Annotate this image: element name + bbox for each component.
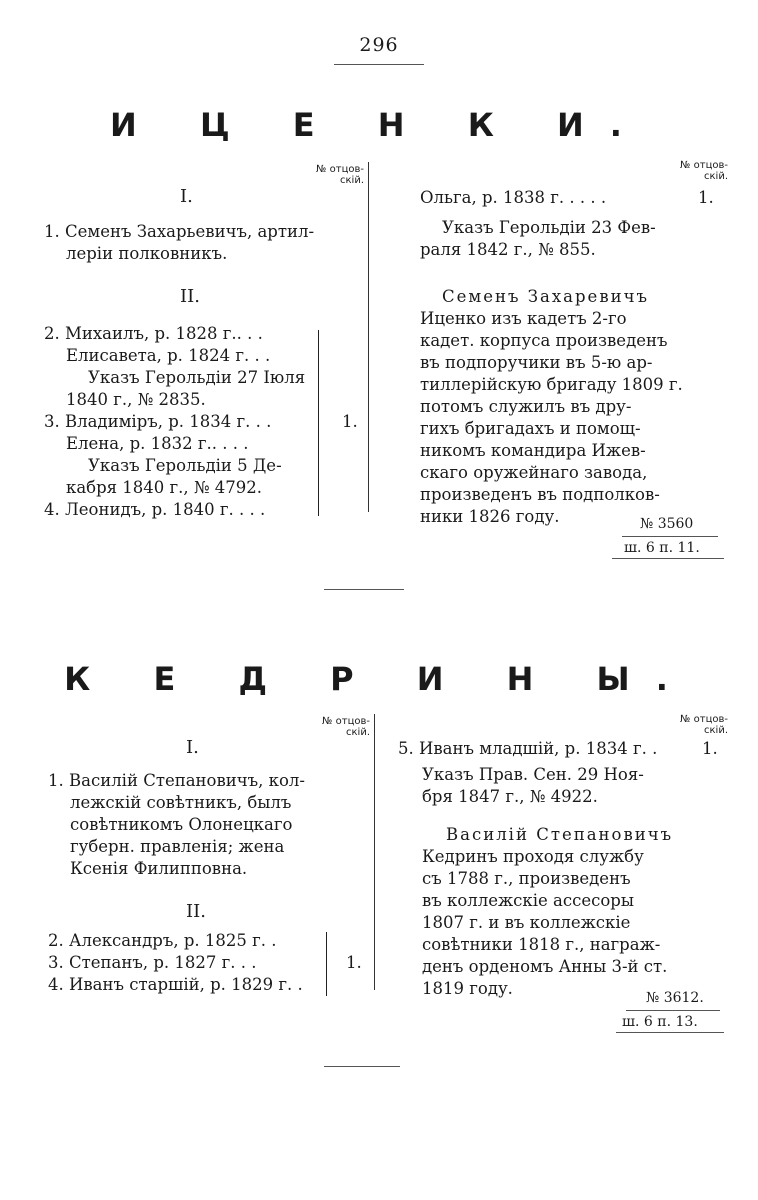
decree-text: Указъ Прав. Сен. 29 Ноя- xyxy=(422,765,644,784)
biography-text: совѣтники 1818 г., награж- xyxy=(422,935,661,954)
father-no-header: № отцов- скій. xyxy=(316,164,364,186)
biography-text: съ 1788 г., произведенъ xyxy=(422,869,631,888)
biography-text: тиллерійскую бригаду 1809 г. xyxy=(420,375,683,394)
column-rule xyxy=(374,714,375,990)
entry-text: 4. Леонидъ, р. 1840 г. . . . xyxy=(44,500,266,519)
entry-text: 3. Владиміръ, р. 1834 г. . . xyxy=(44,412,272,431)
section-divider xyxy=(324,1066,400,1067)
biography-text: потомъ служилъ въ дру- xyxy=(420,397,632,416)
generation-heading: I. xyxy=(180,186,193,207)
family-title-icenki: И Ц Е Н К И. xyxy=(110,106,648,144)
biography-text: гихъ бригадахъ и помощ- xyxy=(420,419,641,438)
father-number: 1. xyxy=(342,412,358,431)
decree-text: раля 1842 г., № 855. xyxy=(420,240,596,259)
decree-text: 1840 г., № 2835. xyxy=(66,390,206,409)
decree-text: Указъ Герольдіи 5 Де- xyxy=(88,456,282,475)
decree-text: кабря 1840 г., № 4792. xyxy=(66,478,263,497)
biography-text: произведенъ въ подполков- xyxy=(420,485,660,504)
archive-number: № 3612. xyxy=(646,990,704,1006)
biography-text: въ подпоручики въ 5-ю ар- xyxy=(420,353,653,372)
entry-text: губерн. правленія; жена xyxy=(70,837,285,856)
biography-text: никомъ командира Ижев- xyxy=(420,441,646,460)
biography-text: Иценко изъ кадетъ 2-го xyxy=(420,309,627,328)
biography-text: въ коллежскіе ассесоры xyxy=(422,891,634,910)
biography-text: 1819 году. xyxy=(422,979,513,998)
entry-text: Елисавета, р. 1824 г. . . xyxy=(66,346,271,365)
entry-text: леріи полковникъ. xyxy=(66,244,228,263)
divider xyxy=(334,64,424,65)
entry-text: 1. Семенъ Захарьевичъ, артил- xyxy=(44,222,315,241)
biography-text: кадет. корпуса произведенъ xyxy=(420,331,668,350)
biography-text: Семенъ Захаревичъ xyxy=(442,287,650,306)
archive-location: ш. 6 п. 13. xyxy=(622,1014,698,1030)
generation-heading: II. xyxy=(186,901,206,922)
biography-text: 1807 г. и въ коллежскіе xyxy=(422,913,631,932)
entry-text: совѣтникомъ Олонецкаго xyxy=(70,815,293,834)
entry-text: 4. Иванъ старшій, р. 1829 г. . xyxy=(48,975,303,994)
entry-text: 5. Иванъ младшій, р. 1834 г. . xyxy=(398,739,658,758)
generation-heading: II. xyxy=(180,286,200,307)
entry-text: лежскій совѣтникъ, былъ xyxy=(70,793,292,812)
entry-text: 3. Степанъ, р. 1827 г. . . xyxy=(48,953,257,972)
entry-text: 1. Василій Степановичъ, кол- xyxy=(48,771,305,790)
biography-text: ники 1826 году. xyxy=(420,507,560,526)
decree-text: бря 1847 г., № 4922. xyxy=(422,787,598,806)
sibling-bracket xyxy=(326,932,327,996)
biography-text: денъ орденомъ Анны 3-й ст. xyxy=(422,957,668,976)
father-number: 1. xyxy=(702,739,718,758)
father-no-header: № отцов- скій. xyxy=(322,716,370,738)
father-no-header: № отцов- скій. xyxy=(680,160,728,182)
page-number: 296 xyxy=(359,34,399,56)
section-divider xyxy=(324,589,404,590)
entry-text: 2. Александръ, р. 1825 г. . xyxy=(48,931,277,950)
family-title-kedriny: К Е Д Р И Н Ы. xyxy=(64,660,694,698)
divider xyxy=(622,536,718,537)
biography-text: Кедринъ проходя службу xyxy=(422,847,644,866)
divider xyxy=(616,1032,724,1033)
divider xyxy=(612,558,724,559)
divider xyxy=(626,1010,720,1011)
generation-heading: I. xyxy=(186,737,199,758)
biography-text: Василій Степановичъ xyxy=(446,825,674,844)
father-number: 1. xyxy=(698,188,714,207)
sibling-bracket xyxy=(318,330,319,516)
decree-text: Указъ Герольдіи 27 Іюля xyxy=(88,368,306,387)
father-number: 1. xyxy=(346,953,362,972)
archive-number: № 3560 xyxy=(640,516,694,532)
entry-text: Елена, р. 1832 г.. . . . xyxy=(66,434,249,453)
entry-text: Ксенія Филипповна. xyxy=(70,859,248,878)
entry-text: 2. Михаилъ, р. 1828 г.. . . xyxy=(44,324,263,343)
biography-text: скаго оружейнаго завода, xyxy=(420,463,648,482)
father-no-header: № отцов- скій. xyxy=(680,714,728,736)
decree-text: Указъ Герольдіи 23 Фев- xyxy=(442,218,656,237)
entry-text: Ольга, р. 1838 г. . . . . xyxy=(420,188,607,207)
archive-location: ш. 6 п. 11. xyxy=(624,540,700,556)
column-rule xyxy=(368,162,369,512)
